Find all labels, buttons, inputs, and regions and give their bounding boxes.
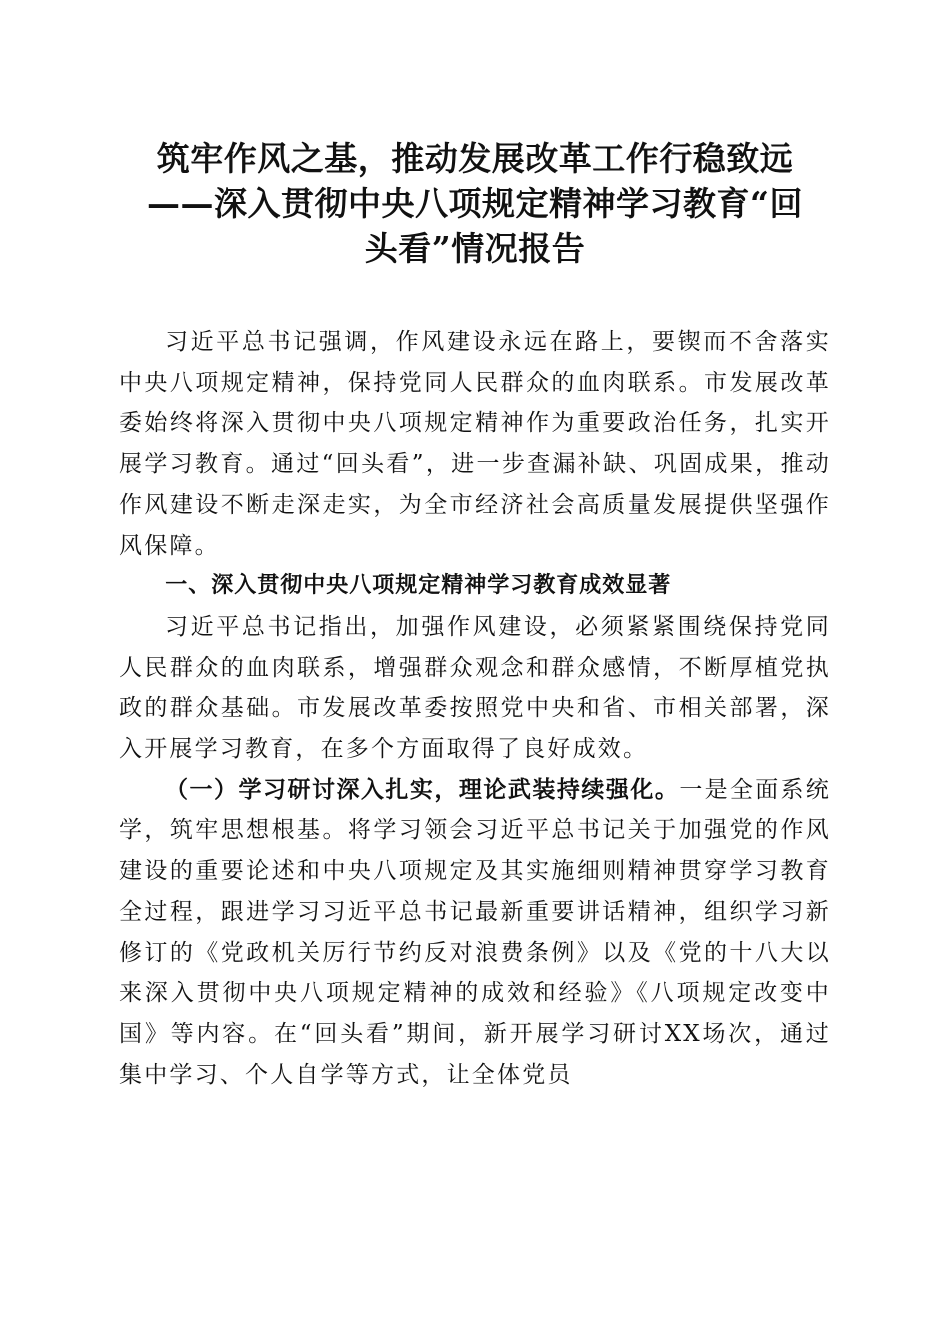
title-line-1: 筑牢作风之基，推动发展改革工作行稳致远: [156, 139, 794, 178]
subsection-lead: （一）学习研讨深入扎实，理论武装持续强化。: [165, 776, 680, 803]
intro-paragraph: 习近平总书记强调，作风建设永远在路上，要锲而不舍落实中央八项规定精神，保持党同人民群众的血肉联系。市发展改革委始终将深入贯彻中央八项规定精神作为重要政治任务，扎实开展学习教育。通过“回头看”，进一步查漏补缺、巩固成果，推动作风建设不断走深走实，为全市经济社会高质量发展提供坚强作风保障。: [119, 329, 831, 559]
title-line-3: 头看”情况报告: [364, 229, 586, 268]
document-body: [119, 322, 831, 1095]
subsection-text: 一是全面系统学，筑牢思想根基。将学习领会习近平总书记关于加强党的作风建设的重要论述和中央八项规定及其实施细则精神贯穿学习教育全过程，跟进学习习近平总书记最新重要讲话精神，组织学习新修订的《党政机关厉行节约反对浪费条例》以及《党的十八大以来深入贯彻中央八项规定精神的成效和经验》《八项规定改变中国》等内容。在“回头看”期间，新开展学习研讨XX场次，通过集中学习、个人自学等方式，让全体党员: [119, 776, 832, 1088]
section-heading-1: 一、深入贯彻中央八项规定精神学习教育成效显著: [165, 573, 672, 599]
subsection-paragraph: [119, 770, 831, 1096]
section-paragraph: 习近平总书记指出，加强作风建设，必须紧紧围绕保持党同人民群众的血肉联系，增强群众观念和群众感情，不断厚植党执政的群众基础。市发展改革委按照党中央和省、市相关部署，深入开展学习教育，在多个方面取得了良好成效。: [119, 613, 831, 763]
title-line-2: ——深入贯彻中央八项规定精神学习教育“回: [147, 184, 803, 223]
document-title: [122, 136, 828, 271]
